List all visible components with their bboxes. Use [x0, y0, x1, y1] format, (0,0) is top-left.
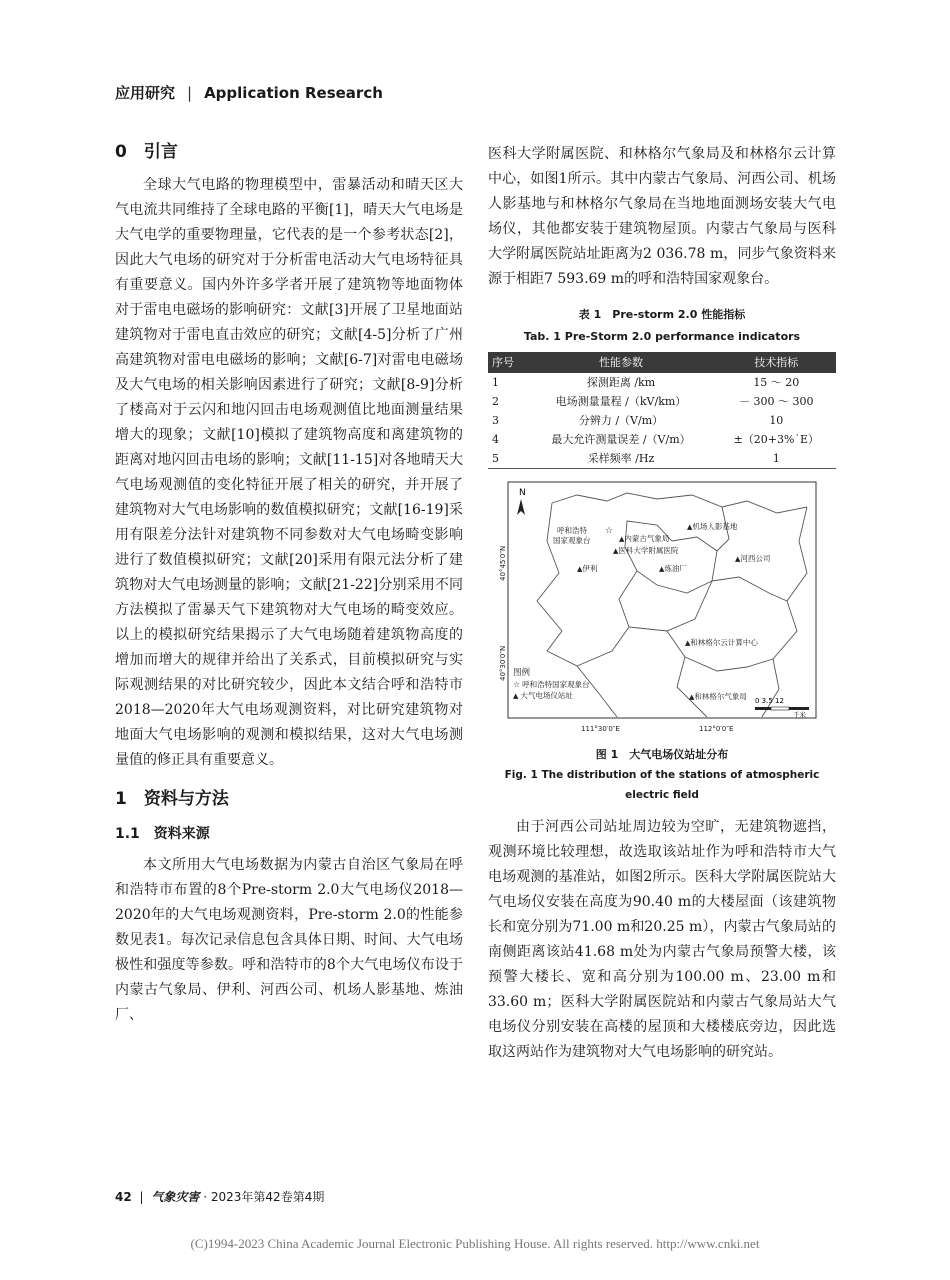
figure-caption-cn: 图 1 大气电场仪站址分布 [595, 748, 729, 761]
performance-table [488, 352, 836, 469]
table-header-row [488, 352, 836, 373]
data-source-paragraph: 本文所用大气电场数据为内蒙古自治区气象局在呼和浩特市布置的8个Pre-storm 2.0大气电场仪2018—2020年的大气电场观测资料，Pre-storm 2.0的性能参数见表1。每次记录信息包含具体日期、时间、大气电场极性和强度等参数。呼和浩特市的8个大气电场仪布设于内蒙古气象局、伊利、河西公司、机场人影基地、炼油厂、 [115, 857, 463, 1023]
table-cell: 1 [492, 376, 499, 389]
issue-info: · 2023年第42卷第4期 [203, 1190, 325, 1204]
site-neimeng: ▲内蒙古气象局 [619, 534, 670, 543]
svg-text:千米: 千米 [793, 711, 806, 719]
table-header: 性能参数 [598, 356, 643, 369]
legend-title: 图例 [513, 668, 531, 678]
journal-name: 气象灾害 [151, 1190, 200, 1204]
table-header: 序号 [492, 356, 514, 369]
table-cell: 采样频率 /Hz [525, 449, 716, 469]
table-cell: 10 [769, 414, 784, 427]
lat-label-2: 40°30′0″N [499, 645, 507, 681]
header-cn: 应用研究 [115, 84, 176, 102]
section-0-heading: 0 引言 [115, 142, 178, 162]
table-row [488, 430, 836, 449]
site-refinery: ▲炼油厂 [659, 564, 687, 573]
table-cell: 2 [492, 395, 499, 408]
section-1-1-heading: 1.1 资料来源 [115, 826, 210, 842]
table-cell: 最大允许测量误差 /（V/m） [551, 433, 691, 446]
site-airport: ▲机场人影基地 [687, 522, 738, 531]
table-row [488, 373, 836, 392]
continued-paragraph: 医科大学附属医院、和林格尔气象局及和林格尔云计算中心，如图1所示。其中内蒙古气象局、河西公司、机场人影基地与和林格尔气象局在当地地面测场安装大气电场仪，其他都安装于建筑物屋顶。内蒙古气象局与医科大学附属医院站址距离为2 036.78 m，同步气象资料来源于相距7 593.69 m的呼和浩特国家观象台。 [488, 146, 836, 287]
section-1-heading: 1 资料与方法 [115, 789, 229, 809]
table-row [488, 411, 836, 430]
table-cell: 1 [717, 449, 836, 469]
site-cloud: ▲和林格尔云计算中心 [685, 638, 758, 647]
table-1 [488, 304, 836, 469]
legend-site: ▲ 大气电场仪站址 [513, 691, 573, 700]
running-header [115, 82, 383, 103]
table-header: 技术指标 [754, 356, 799, 369]
page-footer [115, 1188, 324, 1205]
site-yili: ▲伊利 [577, 564, 598, 573]
svg-text:0 3.5 12: 0 3.5 12 [755, 697, 784, 705]
observatory-star-icon: ☆ [605, 526, 614, 536]
header-en: Application Research [204, 84, 383, 102]
station-map [499, 481, 817, 743]
header-separator: | [187, 84, 193, 102]
observatory-label-2: 国家观象台 [553, 536, 591, 545]
table-cell: 分辨力 /（V/m） [578, 414, 664, 427]
north-label: N [519, 488, 526, 498]
table-cell: 5 [488, 449, 525, 469]
table-row [488, 392, 836, 411]
observatory-label-1: 呼和浩特 [557, 526, 587, 535]
baseline-paragraph: 由于河西公司站址周边较为空旷，无建筑物遮挡，观测环境比较理想，故选取该站址作为呼和浩特市大气电场观测的基准站，如图2所示。医科大学附属医院站大气电场仪安装在高度为90.40 m的大楼屋面（该建筑物长和宽分别为71.00 m和20.25 m），内蒙古气象局站的南侧距离该站41.68 m处为内蒙古气象局预警大楼，该预警大楼长、宽和高分别为100.00 m、23.00 m和33.60 m；医科大学附属医院站和内蒙古气象局站大气电场仪分别安装在高楼的屋顶和大楼楼底旁边，因此选取这两站作为建筑物对大气电场影响的研究站。 [488, 819, 836, 1060]
intro-paragraph: 全球大气电路的物理模型中，雷暴活动和晴天区大气电流共同维持了全球电路的平衡[1]，晴天大气电场是大气电学的重要物理量，它代表的是一个参考状态[2]，因此大气电场的研究对于分析雷电活动大气电场特征具有重要意义。国内外许多学者开展了建筑物等地面物体对于雷电电磁场的影响研究：文献[3]开展了卫星地面站建筑物对于雷电直击效应的研究；文献[4-5]分析了广州高建筑物对雷电电磁场的影响；文献[6-7]对雷电电磁场及大气电场的相关影响因素进行了研究；文献[8-9]分析了楼高对于云闪和地闪回击电场观测值比地面测量结果增大的现象；文献[10]模拟了建筑物高度和离建筑物的距离对地闪回击电场的影响；文献[11-15]对各地晴天大气电场观测值的变化特征开展了相关的研究，并开展了建筑物对大气电场影响的数值模拟研究；文献[16-19]采用有限差分法针对建筑物不同参数对大气电场畸变影响进行了数值模拟研究；文献[20]采用有限元法分析了建筑物对大气电场测量的影响；文献[21-22]分别采用不同方法模拟了雷暴天气下建筑物对大气电场的畸变效应。以上的模拟研究结果揭示了大气电场随着建筑物高度的增加而增大的规律并给出了关系式，目前模拟研究与实际观测结果的对比研究较少，因此本文结合呼和浩特市2018—2020年大气电场观测资料，对比研究建筑物对地面大气电场影响的观测和模拟结果，这对大气电场测量值的修正具有重要意义。 [115, 177, 463, 768]
footer-separator: | [139, 1190, 144, 1204]
table-cell: 电场测量量程 /（kV/km） [555, 395, 687, 408]
table-caption-en: Tab. 1 Pre-Storm 2.0 performance indicators [523, 330, 801, 343]
lat-label-1: 40°45′0″N [499, 545, 507, 581]
figure-caption-en: Fig. 1 The distribution of the stations of atmospheric electric field [504, 769, 820, 801]
table-cell: 15 ～ 20 [753, 376, 800, 389]
table-cell: － 300 ～ 300 [739, 395, 814, 408]
site-yike: ▲医科大学附属医院 [613, 546, 679, 555]
table-cell: 4 [492, 433, 499, 446]
site-helin: ▲和林格尔气象局 [689, 692, 747, 701]
page-number: 42 [115, 1190, 132, 1204]
lon-label-2: 112°0′0″E [699, 725, 734, 733]
site-hexi: ▲河西公司 [735, 554, 771, 563]
left-column [115, 140, 463, 1028]
right-column [488, 142, 836, 1065]
table-cell: ±（20+3%˙E） [733, 433, 820, 446]
table-cell: 3 [492, 414, 499, 427]
legend-observatory: ☆ 呼和浩特国家观象台 [513, 680, 590, 689]
lon-label-1: 111°30′0″E [581, 725, 620, 733]
table-row [488, 449, 836, 469]
table-caption-cn: 表 1 Pre-storm 2.0 性能指标 [578, 308, 746, 321]
copyright-line: (C)1994-2023 China Academic Journal Electronic Publishing House. All rights reserved. http://www.cnki.net [190, 1236, 760, 1251]
table-cell: 探测距离 /km [586, 376, 656, 389]
